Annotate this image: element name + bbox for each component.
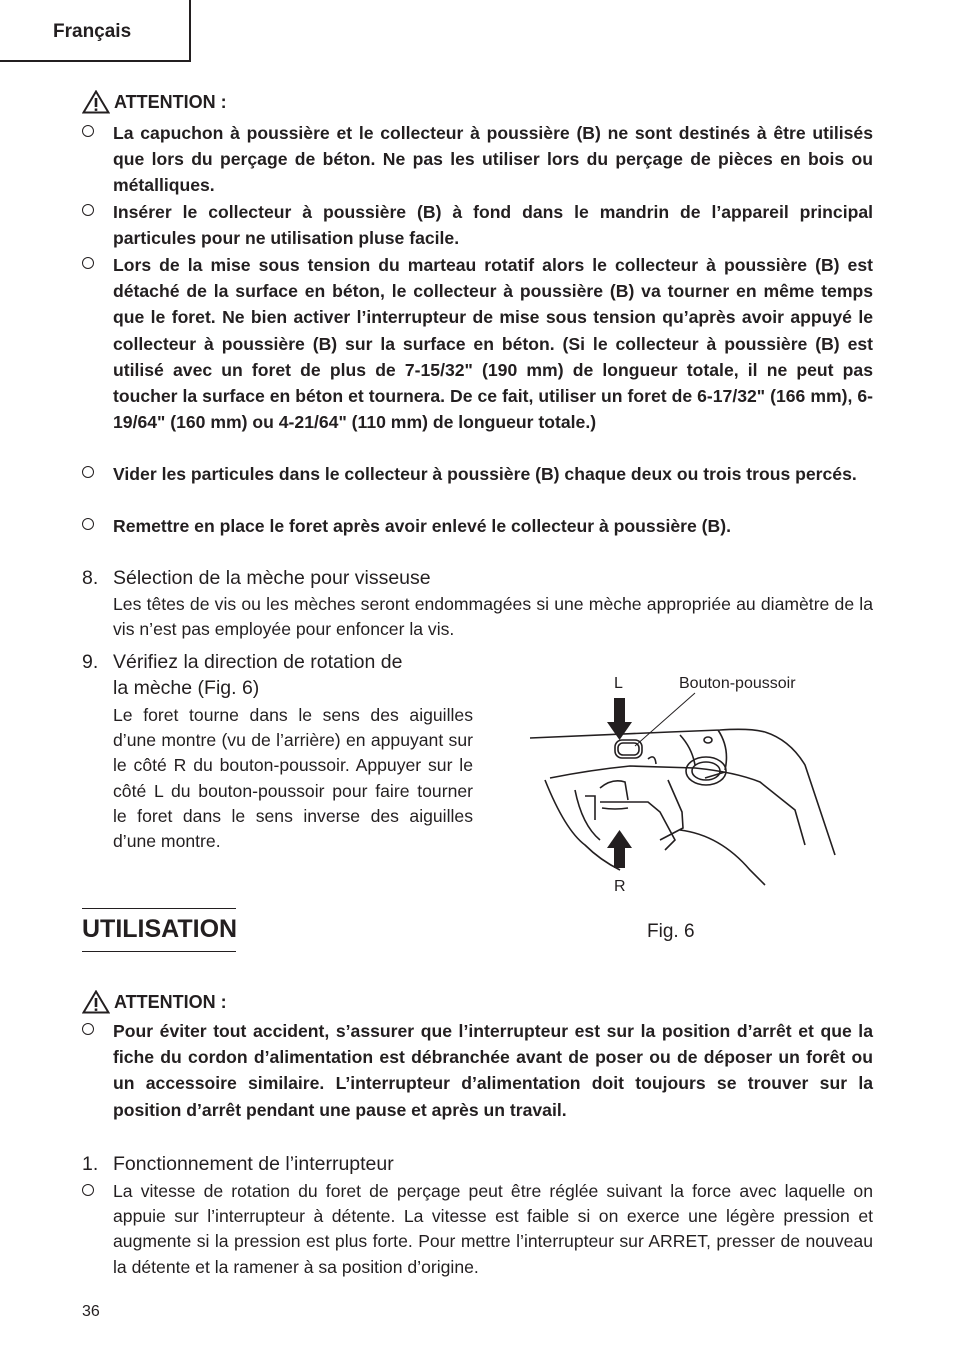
drill-body-drawing [530, 729, 835, 885]
attention-heading [82, 90, 227, 114]
list-item-text: Insérer le collecteur à poussière (B) à fond dans le mandrin de l’appareil principal particules pour ne utilisation pluse facile. [113, 202, 873, 249]
item-title: Fonctionnement de l’interrupteur [113, 1153, 394, 1175]
list-item-text: Remettre en place le foret après avoir enlevé le collecteur à poussière (B). [113, 516, 731, 536]
warning-icon [82, 990, 110, 1014]
page-number: 36 [82, 1303, 100, 1320]
bullet-circle [82, 1023, 94, 1035]
bullet-circle [82, 1184, 94, 1196]
figure-drill-switch [520, 660, 860, 900]
bullet-circle [82, 257, 94, 269]
bullet-circle [82, 204, 94, 216]
list-item-text: La capuchon à poussière et le collecteur à poussière (B) ne sont destinés à être utilisés que lors du perçage de béton. Ne pas les utiliser lors du perçage de pièces en bois ou métalliques. [113, 123, 873, 196]
bullet-circle [82, 518, 94, 530]
item-title-line2: la mèche (Fig. 6) [113, 677, 260, 699]
arrow-up-icon [607, 830, 632, 868]
figure-label-r: R [614, 878, 626, 895]
language-label: Français [53, 21, 132, 42]
item-9-body: Le foret tourne dans le sens des aiguilles d’une montre (vu de l’arrière) en appuyant sur le côté R du bouton-poussoir. Appuyer sur le côté L du bouton-poussoir pour faire tourner le foret dans le sens inverse des aiguilles d’une montre. [113, 705, 473, 852]
bullet-circle [82, 125, 94, 137]
item-number: 8. [82, 567, 99, 589]
figure-label-button: Bouton-poussoir [679, 675, 796, 692]
item-number: 9. [82, 651, 99, 673]
list-item-text: Vider les particules dans le collecteur à poussière (B) chaque deux ou trois trous percés. [113, 464, 857, 484]
list-item [82, 252, 873, 435]
item-title-line1: Vérifiez la direction de rotation de [113, 651, 403, 673]
item-8-body: Les têtes de vis ou les mèches seront endommagées si une mèche appropriée au diamètre de la vis n’est pas employée pour enfoncer la vis. [113, 594, 873, 640]
attention-label: ATTENTION : [114, 91, 227, 112]
attention-heading [82, 990, 227, 1014]
item-title: Sélection de la mèche pour visseuse [113, 567, 431, 589]
list-item [82, 1018, 873, 1123]
bullet-circle [82, 466, 94, 478]
attention-label: ATTENTION : [114, 991, 227, 1012]
figure-label-l: L [614, 675, 623, 692]
section-title: UTILISATION [82, 915, 238, 943]
figure-caption: Fig. 6 [647, 921, 695, 942]
list-item [82, 461, 873, 487]
leader-line [635, 693, 695, 746]
list-item-text: La vitesse de rotation du foret de perçage peut être réglée suivant la force avec laquelle on appuie sur l’interrupteur à détente. La vitesse est faible si on exerce une légère pression et augmente si la pression est plus forte. Pour mettre l’interrupteur sur ARRET, presser de nouveau la détente et la ramener à sa position d’origine. [113, 1181, 873, 1277]
list-item [82, 199, 873, 251]
list-item [82, 1179, 873, 1280]
list-item [82, 120, 873, 199]
list-item-text: Lors de la mise sous tension du marteau rotatif alors le collecteur à poussière (B) est détaché de la surface en béton, le collecteur à poussière (B) va tourner en même temps que le foret. Ne bien activer l’interrupteur de mise sous tension qu’après avoir appuyé le collecteur à poussière (B) sur la surface en béton. (Si le collecteur à poussière (B) est utilisé avec un foret de plus de 7-15/32" (190 mm) de longueur totale, il ne peut pas toucher la surface en béton et tournera. De ce fait, utiliser un foret de 6-17/32" (166 mm), 6-19/64" (160 mm) ou 4-21/64" (110 mm) de longueur totale.) [113, 255, 873, 433]
list-item-text: Pour éviter tout accident, s’assurer que l’interrupteur est sur la position d’arrêt et que la fiche du cordon d’alimentation est débranchée avant de poser ou de déposer un forêt ou un accessoire similaire. L’interrupteur d’alimentation doit toujours se trouver sur la position d’arrêt pendant une pause et après un travail. [113, 1021, 873, 1120]
list-item [82, 513, 873, 539]
section-heading [82, 908, 236, 952]
language-tab [0, 0, 191, 62]
item-number: 1. [82, 1153, 99, 1175]
warning-icon [82, 90, 110, 114]
